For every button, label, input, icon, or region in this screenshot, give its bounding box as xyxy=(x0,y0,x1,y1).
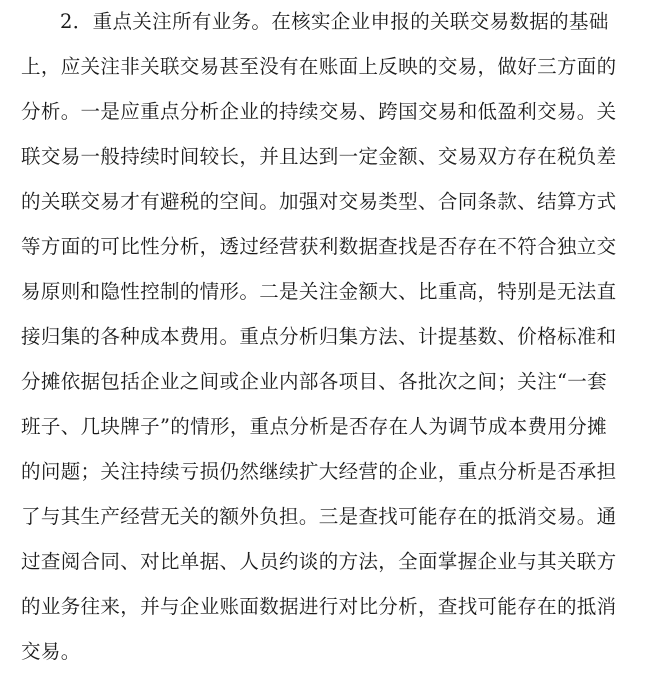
text-line: 上，应关注非关联交易甚至没有在账面上反映的交易，做好三方面的 xyxy=(21,55,617,78)
text-line: 了与其生产经营无关的额外负担。三是查找可能存在的抵消交易。通 xyxy=(21,505,617,528)
text-line: 易原则和隐性控制的情形。二是关注金额大、比重高，特别是无法直 xyxy=(21,280,617,303)
text-line: 等方面的可比性分析，透过经营获利数据查找是否存在不符合独立交 xyxy=(21,235,617,258)
text-line: 的问题；关注持续亏损仍然继续扩大经营的企业，重点分析是否承担 xyxy=(21,460,617,483)
text-line: 班子、几块牌子”的情形，重点分析是否存在人为调节成本费用分摊 xyxy=(21,415,607,438)
text-line: 交易。 xyxy=(21,640,81,663)
text-line: 2．重点关注所有业务。在核实企业申报的关联交易数据的基础 xyxy=(60,10,609,33)
text-line: 联交易一般持续时间较长，并且达到一定金额、交易双方存在税负差 xyxy=(21,145,617,168)
text-line: 接归集的各种成本费用。重点分析归集方法、计提基数、价格标准和 xyxy=(21,325,617,348)
text-line: 分摊依据包括企业之间或企业内部各项目、各批次之间；关注“一套 xyxy=(21,370,607,393)
text-line: 过查阅合同、对比单据、人员约谈的方法，全面掌握企业与其关联方 xyxy=(21,550,617,573)
text-line: 的业务往来，并与企业账面数据进行对比分析，查找可能存在的抵消 xyxy=(21,595,617,618)
text-line: 的关联交易才有避税的空间。加强对交易类型、合同条款、结算方式 xyxy=(21,190,617,213)
text-line: 分析。一是应重点分析企业的持续交易、跨国交易和低盈利交易。关 xyxy=(21,100,617,123)
